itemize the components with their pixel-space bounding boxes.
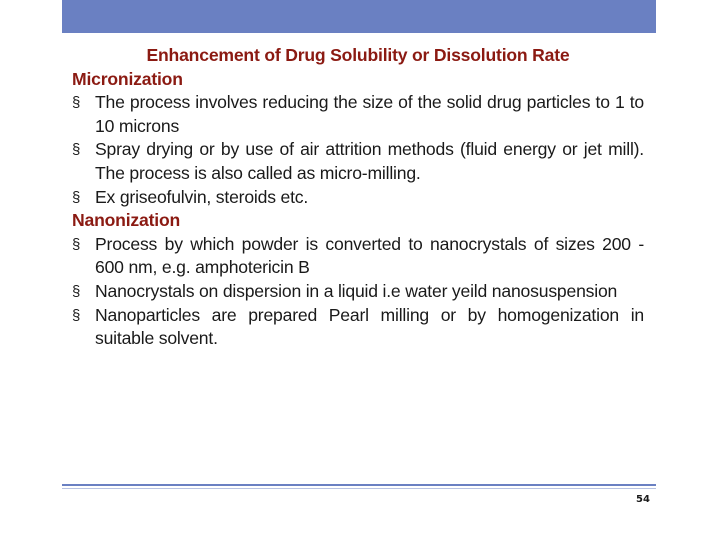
slide-content — [72, 44, 644, 351]
footer-divider — [62, 484, 656, 489]
header-accent-bar — [62, 0, 656, 33]
bullet-item — [72, 304, 644, 351]
bullet-icon: § — [72, 188, 81, 206]
bullet-text: Process by which powder is converted to nanocrystals of sizes 200 - 600 nm, e.g. amphotericin B — [95, 233, 644, 278]
section-heading-micronization: Micronization — [72, 68, 183, 89]
bullet-icon: § — [72, 141, 81, 159]
bullet-icon: § — [72, 282, 81, 300]
slide-title: Enhancement of Drug Solubility or Dissolution Rate — [146, 45, 570, 65]
bullet-text: Nanocrystals on dispersion in a liquid i.e water yeild nanosuspension — [95, 280, 618, 301]
bullet-text: The process involves reducing the size of the solid drug particles to 1 to 10 microns — [95, 92, 644, 136]
page-number: 54 — [636, 494, 650, 505]
bullet-item — [72, 138, 644, 185]
bullet-text: Spray drying or by use of air attrition methods (fluid energy or jet mill). The process is also called as micro-milling. — [95, 139, 644, 183]
bullet-icon: § — [72, 306, 81, 324]
bullet-item — [72, 186, 644, 210]
bullet-item — [72, 280, 644, 304]
bullet-item — [72, 91, 644, 138]
bullet-icon: § — [72, 235, 81, 253]
bullet-text: Ex griseofulvin, steroids etc. — [95, 186, 309, 207]
micronization-bullet-list — [72, 91, 644, 209]
nanonization-bullet-list — [72, 233, 644, 351]
bullet-text: Nanoparticles are prepared Pearl milling or by homogenization in suitable solvent. — [95, 304, 644, 349]
section-heading-nanonization: Nanonization — [72, 210, 181, 231]
bullet-icon: § — [72, 94, 81, 112]
bullet-item — [72, 233, 644, 280]
